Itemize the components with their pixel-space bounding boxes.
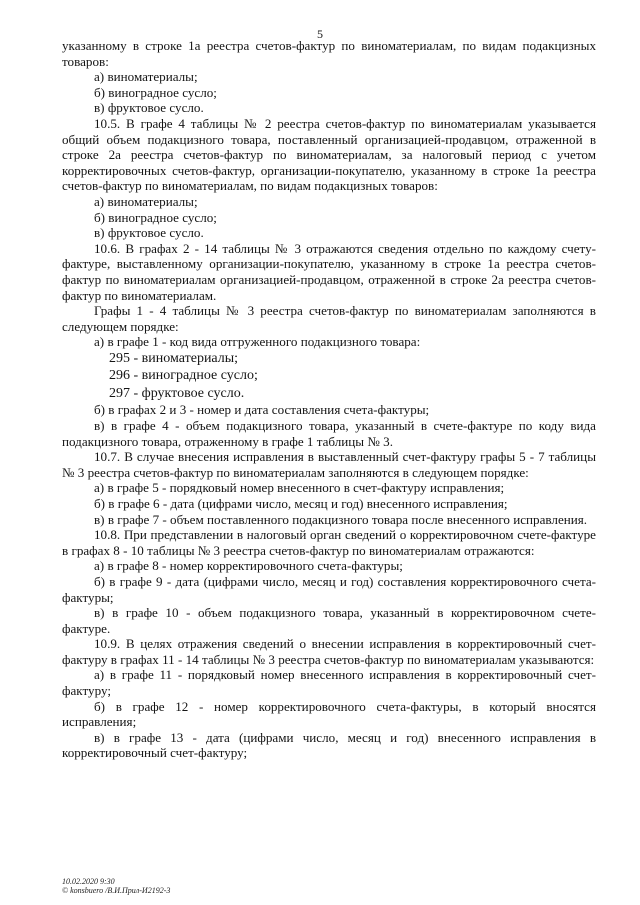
page-number: 5 (317, 27, 323, 41)
paragraph: б) в графе 6 - дата (цифрами число, месяц и год) внесенного исправления; (94, 495, 508, 511)
document-body (62, 38, 596, 761)
paragraph: в) в графе 7 - объем поставленного подакцизного товара после внесенного исправления. (94, 511, 588, 527)
footer-timestamp: 10.02.2020 9:30 (62, 877, 115, 886)
paragraph: в) фруктовое сусло. (94, 100, 204, 116)
paragraph: указанному в строке 1а реестра счетов-фактур по виноматериалам, по видам подакцизных товаров: (62, 38, 596, 69)
paragraph: б) в графе 9 - дата (цифрами число, месяц и год) составления корректировочного счета-фактуры; (62, 573, 596, 605)
paragraph: в) в графе 10 - объем подакцизного товара, указанный в корректировочном счете-фактуре. (62, 605, 596, 636)
paragraph: б) виноградное сусло; (94, 209, 217, 225)
paragraph: а) виноматериалы; (94, 193, 198, 209)
paragraph: а) в графе 11 - порядковый номер внесенного исправления в корректировочный счет-фактуру; (62, 667, 596, 699)
paragraph: б) в графах 2 и 3 - номер и дата составления счета-фактуры; (94, 402, 430, 418)
paragraph: 10.8. При представлении в налоговый орган сведений о корректировочном счете-фактуре в графах 8 - 10 таблицы № 3 реестра счетов-фактур по виноматериалам отражаются: (62, 527, 596, 558)
paragraph: а) в графе 8 - номер корректировочного счета-фактуры; (94, 558, 403, 574)
paragraph: б) в графе 12 - номер корректировочного счета-фактуры, в который вносятся исправления; (62, 698, 596, 730)
paragraph: а) в графе 5 - порядковый номер внесенного в счет-фактуру исправления; (94, 480, 505, 496)
paragraph: 10.7. В случае внесения исправления в выставленный счет-фактуру графы 5 - 7 таблицы № 3 реестра счетов-фактур по виноматериалам заполняются в следующем порядке: (62, 449, 596, 480)
footer-file-ref: © konsbuero /В.И.Прил-И2192-3 (62, 886, 171, 895)
paragraph: 295 - виноматериалы; (109, 350, 239, 366)
paragraph: б) виноградное сусло; (94, 84, 217, 100)
paragraph: 10.5. В графе 4 таблицы № 2 реестра счетов-фактур по виноматериалам указывается общий объем подакцизного товара, поставленный организацией-продавцом, отраженной в строке 2а реестра счетов-фактур по виноматериалам, за налоговый период с учетом корректировочных счетов-фактур, организации-покупателю, указанному в строке 1а реестра счетов-фактур по виноматериалам, по видам подакцизных товаров: (62, 115, 596, 194)
paragraph: в) фруктовое сусло. (94, 225, 204, 241)
paragraph: в) в графе 4 - объем подакцизного товара, указанный в счете-фактуре по коду вида подакцизного товара, отраженному в графе 1 таблицы № 3. (62, 417, 596, 449)
document-footer (62, 877, 170, 895)
paragraph: в) в графе 13 - дата (цифрами число, месяц и год) внесенного исправления в корректировочный счет-фактуру; (62, 729, 596, 761)
paragraph: Графы 1 - 4 таблицы № 3 реестра счетов-фактур по виноматериалам заполняются в следующем порядке: (62, 303, 596, 334)
paragraph: 296 - виноградное сусло; (109, 368, 258, 384)
paragraph: 297 - фруктовое сусло. (109, 385, 245, 401)
paragraph: а) виноматериалы; (94, 69, 198, 85)
paragraph: 10.6. В графах 2 - 14 таблицы № 3 отражаются сведения отдельно по каждому счету-фактуре, выставленному организации-покупателю, указанному в строке 1а реестра счетов-фактур по виноматериалам организацией-продавцом, отраженной в строке 2а реестра счетов-фактур по виноматериалам. (62, 240, 596, 303)
paragraph: 10.9. В целях отражения сведений о внесении исправления в корректировочный счет-фактуру в графах 11 - 14 таблицы № 3 реестра счетов-фактур по виноматериалам указываются: (62, 636, 596, 667)
paragraph: а) в графе 1 - код вида отгруженного подакцизного товара: (94, 334, 421, 350)
